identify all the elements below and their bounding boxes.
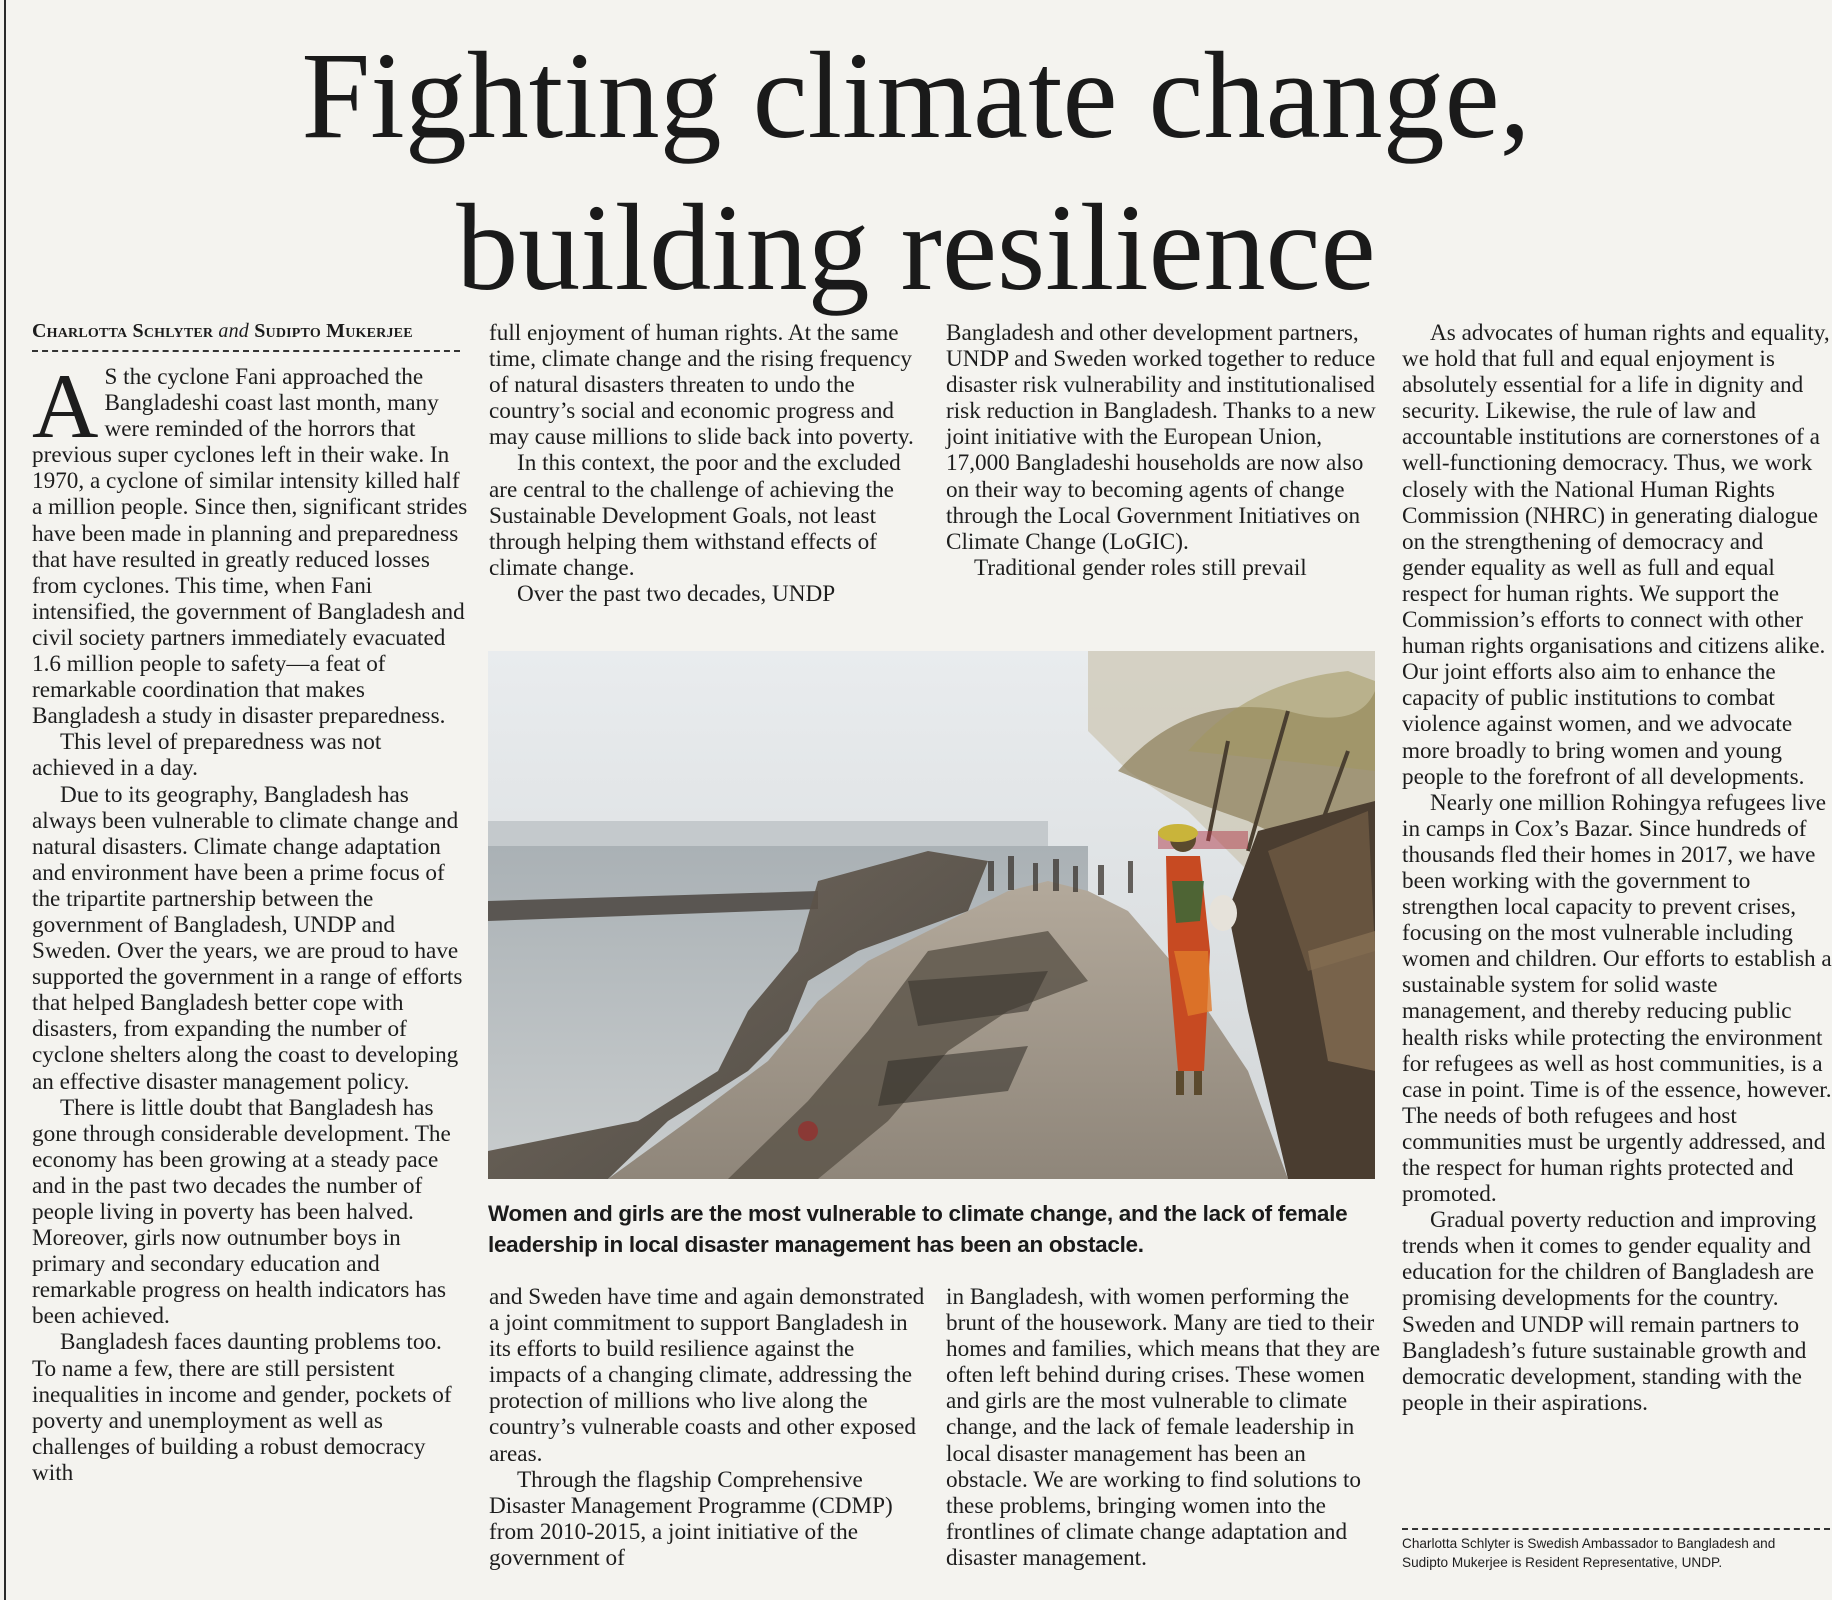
paragraph: Through the flagship Comprehensive Disaster Management Programme (CDMP) from 2010-2015, a joint initiative of the government of	[489, 1466, 893, 1571]
paragraph: There is little doubt that Bangladesh has gone through considerable development. The economy has been growing at a steady pace and in the past two decades the number of people living in poverty has been halved. Moreover, girls now outnumber boys in primary and secondary education and remarkable progress on health indicators has been achieved.	[32, 1094, 451, 1330]
author-footnote: Charlotta Schlyter is Swedish Ambassador to Bangladesh and Sudipto Mukerjee is Resident Representative, UNDP.	[1402, 1536, 1776, 1570]
byline-divider	[32, 350, 460, 352]
paragraph: Bangladesh faces daunting problems too. To name a few, there are still persistent inequalities in income and gender, pockets of poverty and unemployment as well as challenges of building a robust democracy with	[32, 1329, 452, 1486]
paragraph: in Bangladesh, with women performing the brunt of the housework. Many are tied to their homes and families, which means that they are often left behind during crises. These women and girls are the most vulnerable to climate change, and the lack of female leadership in local disaster management has been an obstacle. We are working to find solutions to these problems, bringing women into the frontlines of climate change adaptation and disaster management.	[946, 1284, 1380, 1571]
headline	[0, 20, 1832, 324]
paragraph: This level of preparedness was not achieved in a day.	[32, 729, 382, 782]
byline-conjunction: and	[218, 320, 250, 342]
author-2: Sudipto Mukerjee	[254, 320, 413, 342]
paragraph: Gradual poverty reduction and improving trends when it comes to gender equality and education for the children of Bangladesh are promising developments for the country. Sweden and UNDP will remain partners to Bangladesh’s future sustainable growth and democratic development, standing with the people in their aspirations.	[1402, 1207, 1817, 1416]
article-column-3-top	[946, 320, 1382, 581]
paragraph: As advocates of human rights and equality, we hold that full and equal enjoyment is absolutely essential for a life in dignity and security. Likewise, the rule of law and accountable institutions are cornerstones of a well-functioning democracy. Thus, we work closely with the National Human Rights Commission (NHRC) in generating dialogue on the strengthening of democracy and gender equality as well as full and equal respect for human rights. We support the Commission’s efforts to connect with other human rights organisations and citizens alike. Our joint efforts also aim to enhance the capacity of public institutions to combat violence against women, and we advocate more broadly to bring women and young people to the forefront of all developments.	[1402, 320, 1830, 790]
footnote-divider	[1402, 1528, 1830, 1530]
paragraph: In this context, the poor and the excluded are central to the challenge of achieving the Sustainable Development Goals, not least through helping them withstand effects of climate change.	[489, 450, 901, 581]
riverbank-photo-illustration	[488, 651, 1375, 1179]
article-column-3-bottom	[946, 1284, 1382, 1571]
lead-paragraph	[32, 355, 468, 730]
paragraph: and Sweden have time and again demonstrated a joint commitment to support Bangladesh in its efforts to build resilience against the impacts of a changing climate, addressing the protection of millions who live along the country’s vulnerable coasts and other exposed areas.	[489, 1284, 925, 1467]
article-photo	[488, 651, 1375, 1179]
author-1: Charlotta Schlyter	[32, 320, 214, 342]
lead-paragraph-text: S the cyclone Fani approached the Bangladeshi coast last month, many were reminded of the horrors that previous super cyclones left in their wake. In 1970, a cyclone of similar intensity killed half a million people. Since then, significant strides have been made in planning and preparedness that have resulted in greatly reduced losses from cyclones. This time, when Fani intensified, the government of Bangladesh and civil society partners immediately evacuated 1.6 million people to safety—a feat of remarkable coordination that makes Bangladesh a study in disaster preparedness.	[32, 364, 468, 730]
paragraph: full enjoyment of human rights. At the same time, climate change and the rising frequency of natural disasters threaten to undo the country’s social and economic progress and may cause millions to slide back into poverty.	[489, 320, 914, 451]
article-column-2-bottom	[489, 1284, 925, 1571]
photo-caption: Women and girls are the most vulnerable to climate change, and the lack of female leadership in local disaster management has been an obstacle.	[488, 1201, 1348, 1257]
paragraph: Over the past two decades, UNDP	[517, 580, 836, 607]
paragraph: Traditional gender roles still prevail	[974, 554, 1307, 581]
article-column-4	[1402, 320, 1832, 1416]
article-column-1	[32, 355, 468, 1486]
paragraph: Due to its geography, Bangladesh has always been vulnerable to climate change and natural disasters. Climate change adaptation and environment have been a prime focus of the tripartite partnership between the government of Bangladesh, UNDP and Sweden. Over the years, we are proud to have supported the government in a range of efforts that helped Bangladesh better cope with disasters, from expanding the number of cyclone shelters along the coast to developing an effective disaster management policy.	[32, 781, 463, 1095]
paragraph: Bangladesh and other development partners, UNDP and Sweden worked together to reduce disaster risk vulnerability and institutionalised risk reduction in Bangladesh. Thanks to a new joint initiative with the European Union, 17,000 Bangladeshi households are now also on their way to becoming agents of change through the Local Government Initiatives on Climate Change (LoGIC).	[946, 320, 1376, 555]
article-column-2-top	[489, 320, 925, 607]
paragraph: Nearly one million Rohingya refugees live in camps in Cox’s Bazar. Since hundreds of thousands fled their homes in 2017, we have been working with the government to strengthen local capacity to prevent crises, focusing on the most vulnerable including women and children. Our efforts to establish a sustainable system for solid waste management, and thereby reducing public health risks while protecting the environment for refugees as well as host communities, is a case in point. Time is of the essence, however. The needs of both refugees and host communities must be urgently addressed, and the respect for human rights protected and promoted.	[1402, 789, 1832, 1208]
headline-line-1: Fighting climate change,	[301, 27, 1531, 164]
headline-line-2: building resilience	[456, 179, 1376, 316]
byline	[32, 318, 460, 344]
drop-cap: A	[32, 355, 99, 457]
